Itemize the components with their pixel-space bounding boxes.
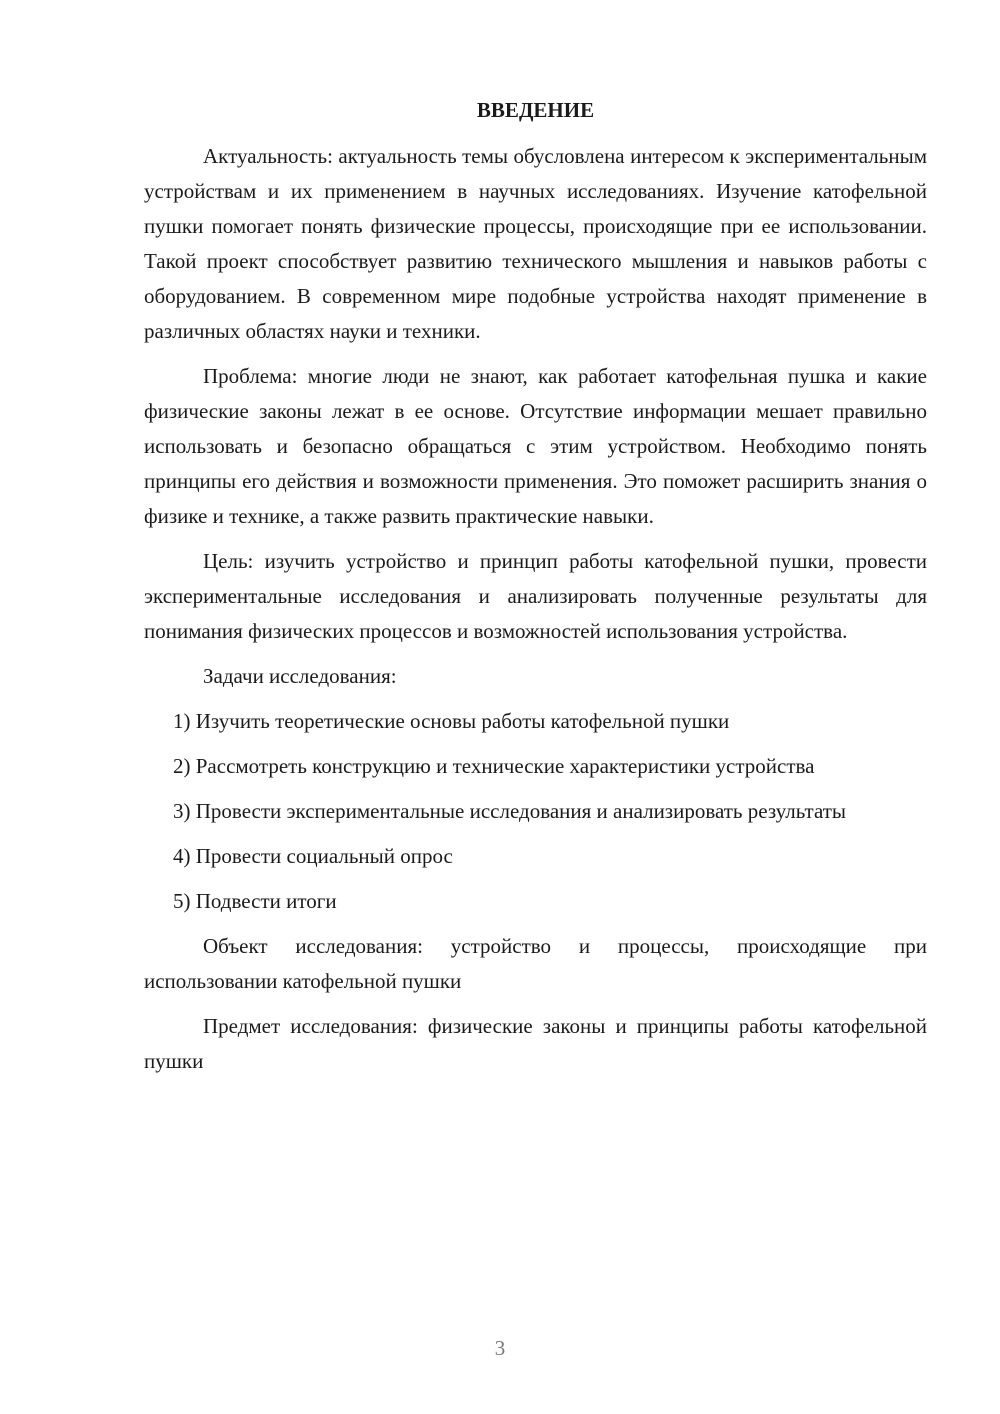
- relevance-paragraph: Актуальность: актуальность темы обусловлена интересом к экспериментальным устройствам и их применением в научных исследованиях. Изучение катофельной пушки помогает понять физические процессы, происходящие при ее использовании. Такой проект способствует развитию технического мышления и навыков работы с оборудованием. В современном мире подобные устройства находят применение в различных областях науки и техники.: [144, 144, 927, 343]
- task-item-2: 2) Рассмотреть конструкцию и технические характеристики устройства: [173, 754, 815, 778]
- subject-paragraph: Предмет исследования: физические законы и принципы работы катофельной пушки: [144, 1014, 927, 1073]
- task-item-1: 1) Изучить теоретические основы работы катофельной пушки: [173, 709, 730, 733]
- page-title: ВВЕДЕНИЕ: [476, 98, 595, 122]
- task-item-4: 4) Провести социальный опрос: [173, 844, 453, 868]
- task-item-5: 5) Подвести итоги: [173, 889, 337, 913]
- page-number: 3: [494, 1336, 506, 1360]
- problem-paragraph: Проблема: многие люди не знают, как работает катофельная пушка и какие физические законы лежат в ее основе. Отсутствие информации мешает правильно использовать и безопасно обращаться с этим устройством. Необходимо понять принципы его действия и возможности применения. Это поможет расширить знания о физике и технике, а также развить практические навыки.: [144, 364, 927, 528]
- tasks-heading: Задачи исследования:: [203, 664, 397, 688]
- goal-paragraph: Цель: изучить устройство и принцип работы катофельной пушки, провести экспериментальные исследования и анализировать полученные результаты для понимания физических процессов и возможностей использования устройства.: [144, 549, 927, 643]
- document-page: [144, 95, 927, 1089]
- object-paragraph: Объект исследования: устройство и процессы, происходящие при использовании катофельной пушки: [144, 934, 927, 993]
- task-item-3: 3) Провести экспериментальные исследования и анализировать результаты: [173, 799, 847, 823]
